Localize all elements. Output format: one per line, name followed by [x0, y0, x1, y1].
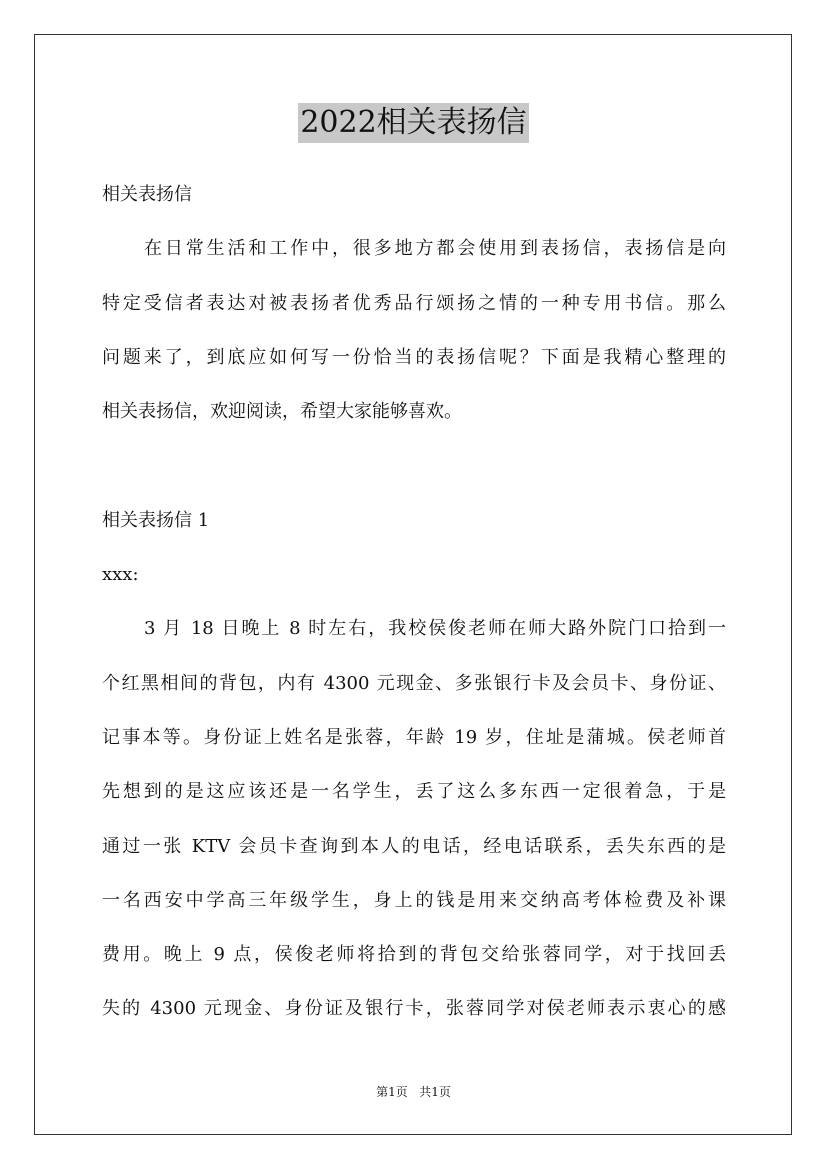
- body-line: 3 月 18 日晚上 8 时左右，我校侯俊老师在师大路外院门口拾到一: [144, 618, 726, 640]
- page-total: 共1页: [419, 1085, 451, 1099]
- section-heading: 相关表扬信 1: [102, 509, 210, 531]
- subtitle: 相关表扬信: [102, 184, 192, 205]
- document-title: 2022相关表扬信: [298, 103, 528, 143]
- salutation: xxx:: [102, 564, 139, 586]
- body-line: 个红黑相间的背包，内有 4300 元现金、多张银行卡及会员卡、身份证、: [102, 672, 726, 694]
- body-line: 一名西安中学高三年级学生，身上的钱是用来交纳高考体检费及补课: [102, 889, 726, 911]
- body-line: 失的 4300 元现金、身份证及银行卡，张蓉同学对侯老师表示衷心的感: [102, 998, 726, 1020]
- intro-line: 相关表扬信，欢迎阅读，希望大家能够喜欢。: [102, 401, 462, 423]
- body-line: 先想到的是这应该还是一名学生，丢了这么多东西一定很着急，于是: [102, 781, 726, 803]
- document-body: [102, 168, 726, 1037]
- intro-line: 在日常生活和工作中，很多地方都会使用到表扬信，表扬信是向: [144, 238, 726, 260]
- title-container: [0, 103, 827, 143]
- body-line: 记事本等。身份证上姓名是张蓉，年龄 19 岁，住址是蒲城。侯老师首: [102, 726, 726, 748]
- intro-line: 问题来了，到底应如何写一份恰当的表扬信呢？下面是我精心整理的: [102, 346, 726, 368]
- page-number: 第1页: [376, 1085, 408, 1099]
- body-line: 通过一张 KTV 会员卡查询到本人的电话，经电话联系，丢失东西的是: [102, 835, 726, 857]
- intro-line: 特定受信者表达对被表扬者优秀品行颂扬之情的一种专用书信。那么: [102, 292, 726, 314]
- page-footer: [0, 1083, 827, 1100]
- body-line: 费用。晚上 9 点，侯俊老师将拾到的背包交给张蓉同学，对于找回丢: [102, 944, 726, 966]
- paragraph-gap: [102, 439, 726, 493]
